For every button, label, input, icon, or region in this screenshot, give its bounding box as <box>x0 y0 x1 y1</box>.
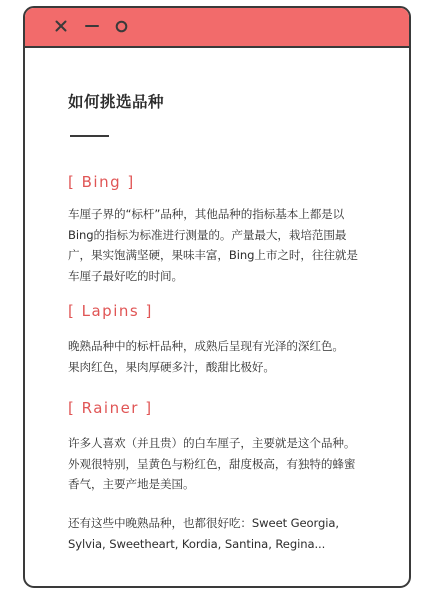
body-line: 车厘子最好吃的时间。 <box>68 268 183 283</box>
body-line: 还有这些中晚熟品种，也都很好吃：Sweet Georgia, <box>68 516 339 530</box>
maximize-icon[interactable] <box>112 17 130 35</box>
title-divider <box>70 135 109 137</box>
section-heading-rainer: [ Rainer ] <box>68 399 153 417</box>
section-heading-bing: [ Bing ] <box>68 173 135 191</box>
body-line: Sylvia, Sweetheart, Kordia, Santina, Regina... <box>68 536 326 551</box>
page-title: 如何挑选品种 <box>68 93 165 111</box>
body-line: Bing的指标为标准进行测量的。产量最大，栽培范围最 <box>68 227 347 242</box>
body-line: 广，果实饱满坚硬，果味丰富，Bing上市之时，往往就是 <box>68 248 358 262</box>
body-line: 外观很特别，呈黄色与粉红色，甜度极高，有独特的蜂蜜 <box>68 456 356 471</box>
section-body-rainer <box>68 433 390 495</box>
section-heading-lapins: [ Lapins ] <box>68 302 153 320</box>
minimize-icon[interactable] <box>83 17 101 35</box>
title-bar <box>25 8 409 48</box>
close-icon[interactable] <box>52 17 70 35</box>
app-window <box>23 6 411 588</box>
closing-paragraph <box>68 513 390 554</box>
body-line: 车厘子界的“标杆”品种，其他品种的指标基本上都是以 <box>68 207 345 221</box>
body-line: 许多人喜欢（并且贵）的白车厘子，主要就是这个品种。 <box>68 436 356 450</box>
body-line: 香气，主要产地是美国。 <box>68 477 195 491</box>
section-body-bing <box>68 204 390 286</box>
body-line: 晚熟品种中的标杆品种，成熟后呈现有光泽的深红色。 <box>68 339 344 353</box>
body-line: 果肉红色，果肉厚硬多汁，酸甜比极好。 <box>68 359 275 374</box>
section-body-lapins <box>68 336 390 377</box>
